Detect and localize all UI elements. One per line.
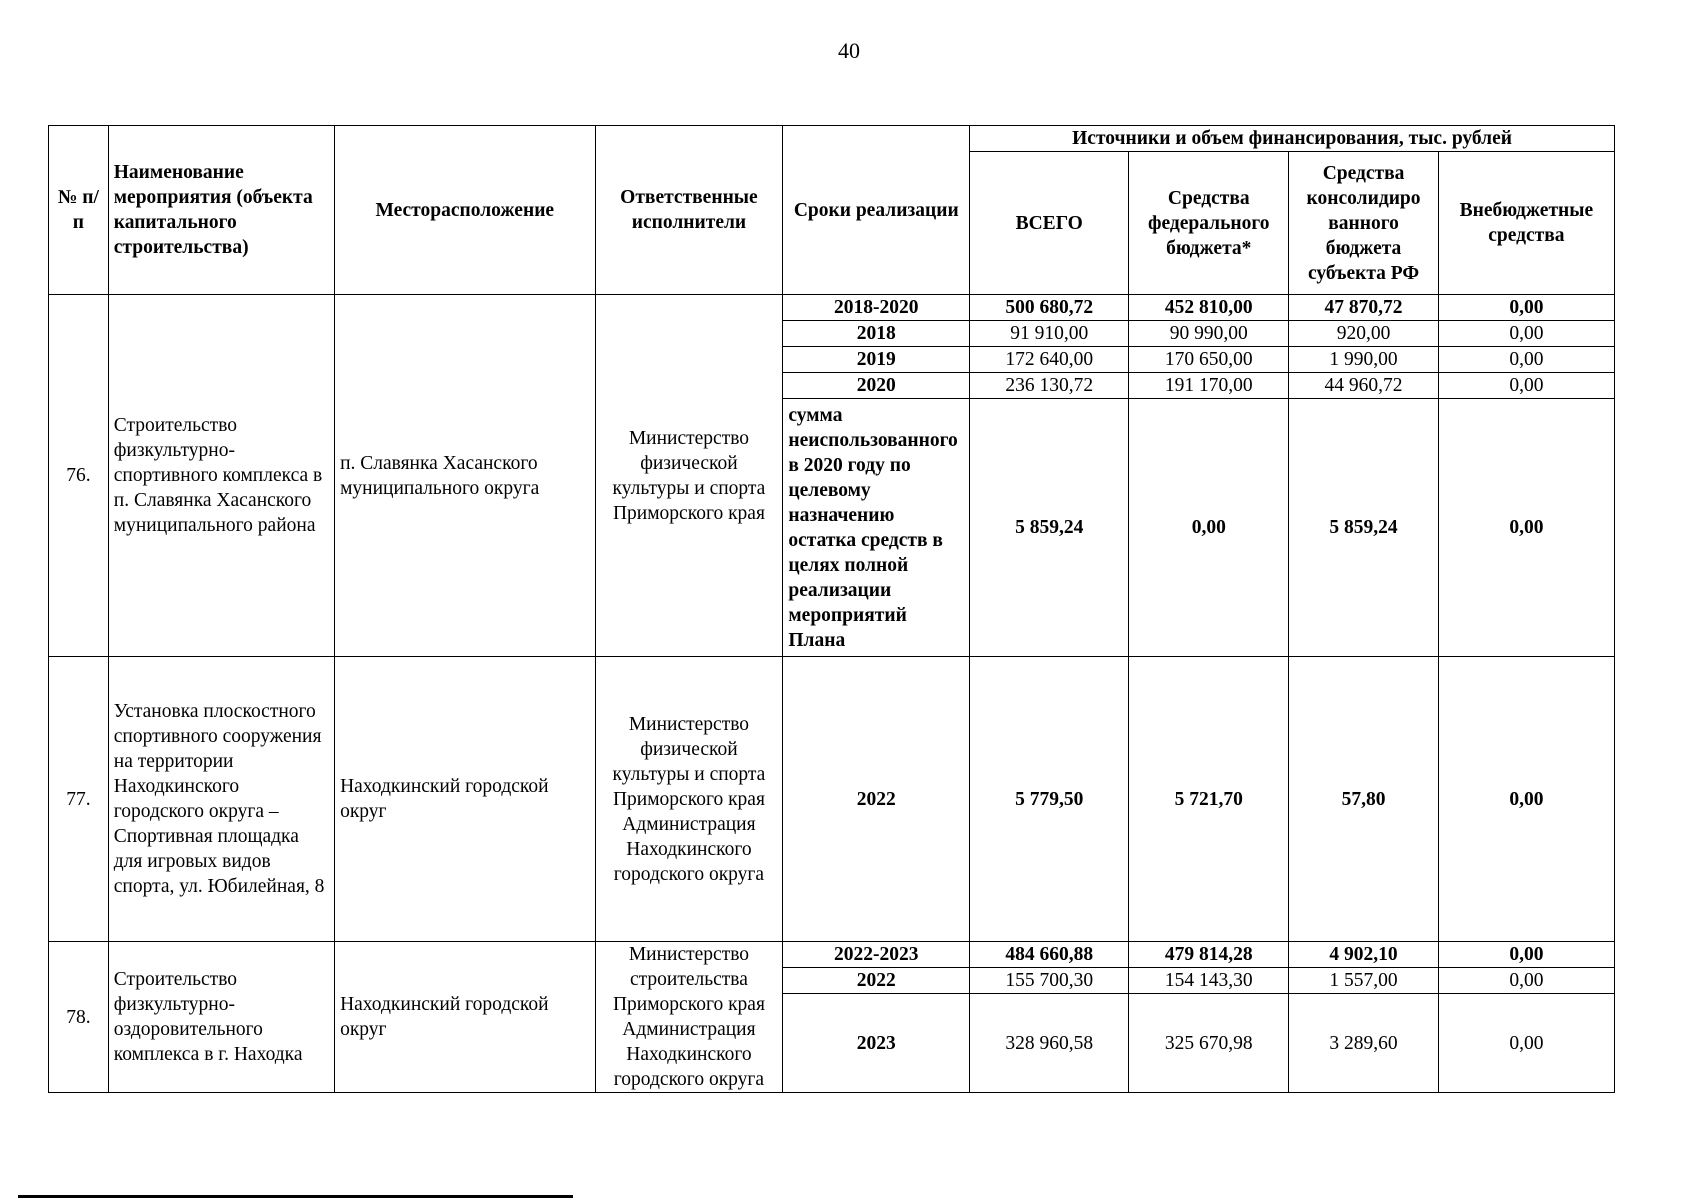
row-number: 76. — [49, 295, 109, 657]
period-federal: 90 990,00 — [1129, 321, 1289, 347]
header-location: Месторасположение — [335, 126, 595, 295]
header-sources: Источники и объем финансирования, тыс. рублей — [970, 126, 1615, 152]
period-regional: 1 990,00 — [1289, 347, 1438, 373]
period-extra: 0,00 — [1438, 295, 1614, 321]
period-regional: 1 557,00 — [1289, 968, 1438, 994]
header-total: ВСЕГО — [970, 152, 1129, 295]
period-total: 500 680,72 — [970, 295, 1129, 321]
period-extra: 0,00 — [1438, 373, 1614, 399]
period-regional: 57,80 — [1289, 657, 1438, 942]
period-regional: 4 902,10 — [1289, 942, 1438, 968]
row-name: Строительство физкультурно-оздоровительного комплекса в г. Находка — [108, 942, 334, 1093]
period-total: 91 910,00 — [970, 321, 1129, 347]
period-extra: 0,00 — [1438, 321, 1614, 347]
period-federal: 154 143,30 — [1129, 968, 1289, 994]
period-total: 155 700,30 — [970, 968, 1129, 994]
row-location: п. Славянка Хасанского муниципального округа — [335, 295, 595, 657]
period-federal: 191 170,00 — [1129, 373, 1289, 399]
page-number: 40 — [838, 38, 860, 63]
period-regional: 44 960,72 — [1289, 373, 1438, 399]
period-term: 2022 — [783, 968, 970, 994]
row-number: 78. — [49, 942, 109, 1093]
period-federal: 325 670,98 — [1129, 994, 1289, 1093]
period-total: 328 960,58 — [970, 994, 1129, 1093]
header-terms: Сроки реализации — [783, 126, 970, 295]
header-no: № п/п — [49, 126, 109, 295]
period-total: 5 859,24 — [970, 399, 1129, 657]
row-executors: Министерство строительства Приморского края Администрация Находкинского городского округа — [595, 942, 783, 1093]
period-extra: 0,00 — [1438, 968, 1614, 994]
row-location: Находкинский городской округ — [335, 942, 595, 1093]
period-federal: 5 721,70 — [1129, 657, 1289, 942]
row-name: Строительство физкультурно-спортивного комплекса в п. Славянка Хасанского муниципального района — [108, 295, 334, 657]
header-name: Наименование мероприятия (объекта капитального строительства) — [108, 126, 334, 295]
period-regional: 5 859,24 — [1289, 399, 1438, 657]
header-executors: Ответственные исполнители — [595, 126, 783, 295]
period-regional: 3 289,60 — [1289, 994, 1438, 1093]
period-extra: 0,00 — [1438, 347, 1614, 373]
period-total: 236 130,72 — [970, 373, 1129, 399]
header-row-1 — [49, 126, 1615, 152]
table-row — [49, 942, 1615, 968]
period-total: 5 779,50 — [970, 657, 1129, 942]
period-federal: 0,00 — [1129, 399, 1289, 657]
period-extra: 0,00 — [1438, 942, 1614, 968]
footnote-separator-line — [18, 1195, 573, 1198]
period-term: 2019 — [783, 347, 970, 373]
period-term: 2022 — [783, 657, 970, 942]
row-name: Установка плоскостного спортивного сооружения на территории Находкинского городского округа – Спортивная площадка для игровых видов спорта, ул. Юбилейная, 8 — [108, 657, 334, 942]
row-executors: Министерство физической культуры и спорта Приморского края — [595, 295, 783, 657]
period-term: 2018 — [783, 321, 970, 347]
financing-table — [48, 125, 1615, 1093]
header-federal: Средства федерального бюджета* — [1129, 152, 1289, 295]
period-total: 172 640,00 — [970, 347, 1129, 373]
row-location: Находкинский городской округ — [335, 657, 595, 942]
period-term: 2018-2020 — [783, 295, 970, 321]
period-total: 484 660,88 — [970, 942, 1129, 968]
period-term: сумма неиспользованного в 2020 году по целевому назначению остатка средств в целях полной реализации мероприятий Плана — [783, 399, 970, 657]
period-term: 2022-2023 — [783, 942, 970, 968]
period-extra: 0,00 — [1438, 399, 1614, 657]
period-term: 2023 — [783, 994, 970, 1093]
period-extra: 0,00 — [1438, 994, 1614, 1093]
row-number: 77. — [49, 657, 109, 942]
row-executors: Министерство физической культуры и спорта Приморского края Администрация Находкинского городского округа — [595, 657, 783, 942]
period-term: 2020 — [783, 373, 970, 399]
header-extra: Внебюджетные средства — [1438, 152, 1614, 295]
period-regional: 920,00 — [1289, 321, 1438, 347]
period-federal: 170 650,00 — [1129, 347, 1289, 373]
period-extra: 0,00 — [1438, 657, 1614, 942]
period-federal: 452 810,00 — [1129, 295, 1289, 321]
period-regional: 47 870,72 — [1289, 295, 1438, 321]
table-row — [49, 295, 1615, 321]
table-row — [49, 657, 1615, 942]
header-regional: Средства консолидиро ванного бюджета субъекта РФ — [1289, 152, 1438, 295]
period-federal: 479 814,28 — [1129, 942, 1289, 968]
